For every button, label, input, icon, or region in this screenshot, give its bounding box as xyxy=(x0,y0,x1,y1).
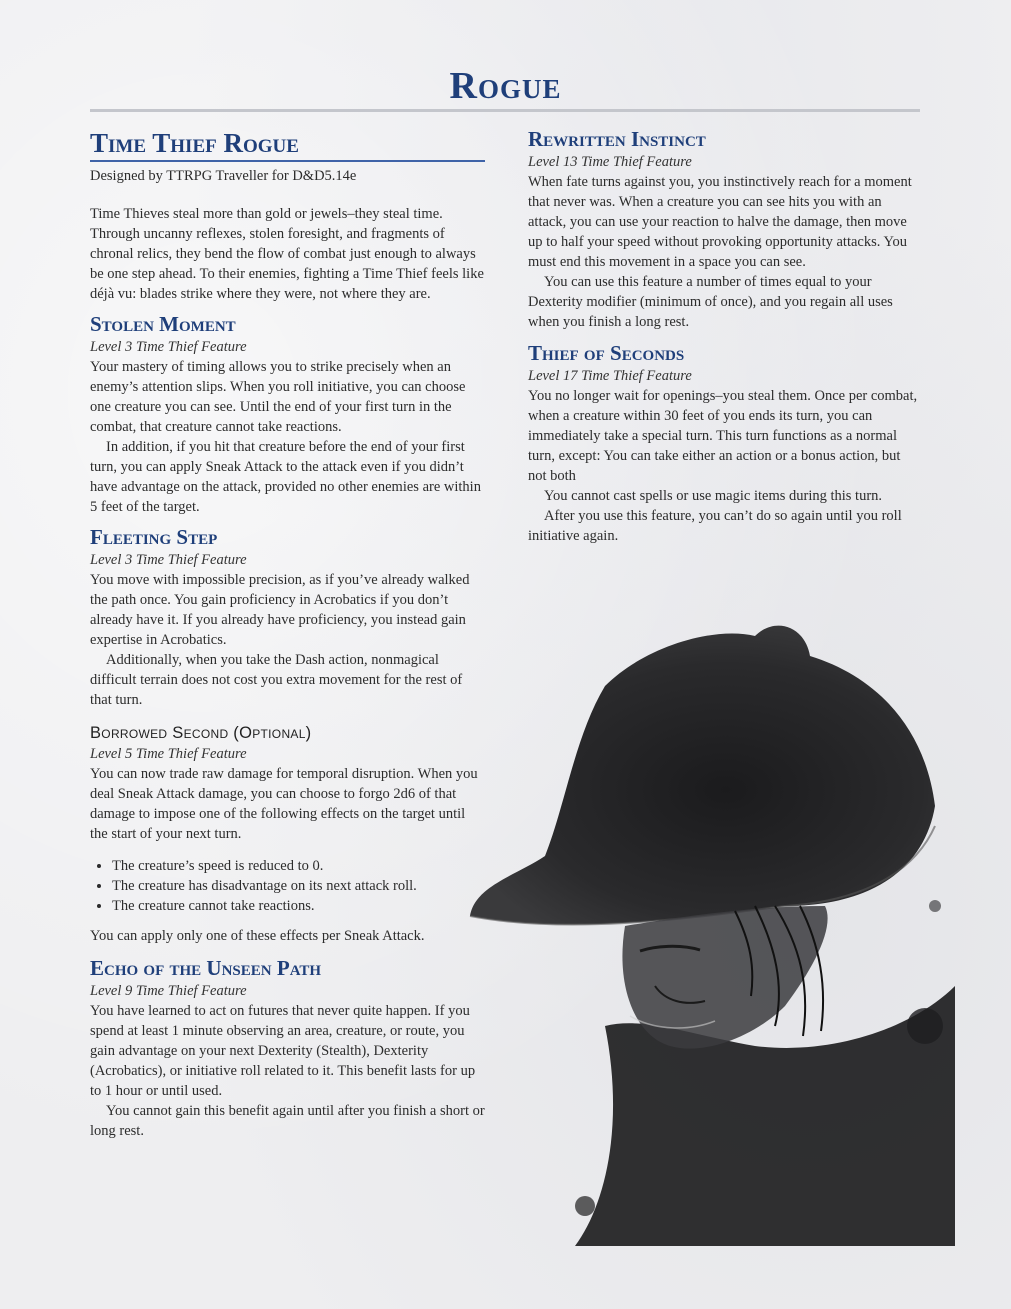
subclass-intro: Time Thieves steal more than gold or jewels–they steal time. Through uncanny reflexes, stolen foresight, and fragments of chronal relics, they bend the flow of combat just enough to always be one step ahead. To their enemies, fighting a Time Thief feels like déjà vu: blades strike where they were, not where they are. xyxy=(90,206,484,302)
feature-text: You cannot gain this benefit again until after you finish a short or long rest. xyxy=(90,1103,485,1139)
feature-text: You no longer wait for openings–you steal them. Once per combat, when a creature within 30 feet of you ends its turn, you can immediately take a special turn. This turn functions as a normal turn, except: You can take either an action or a bonus action, but not both xyxy=(528,388,918,484)
feature-level-fleeting-step: Level 3 Time Thief Feature xyxy=(90,552,247,568)
feature-level-thief-of-seconds: Level 17 Time Thief Feature xyxy=(528,368,692,384)
feature-text: You have learned to act on futures that never quite happen. If you spend at least 1 minute observing an area, creature, or route, you gain advantage on your next Dexterity (Stealth), Dexterity (Acrobatics), or initiative roll related to it. This benefit lasts for up to 1 hour or until used. xyxy=(90,1003,476,1099)
feature-text: Your mastery of timing allows you to strike precisely when an enemy’s attention slips. When you roll initiative, you can choose one creature you can see. Until the end of your first turn in the combat, that creature cannot take reactions. xyxy=(90,359,466,435)
list-item: • The creature cannot take reactions. xyxy=(112,896,485,916)
feature-text: You can now trade raw damage for temporal disruption. When you deal Sneak Attack damage, you can choose to forgo 2d6 of that damage to impose one of the following effects on the target until the start of your next turn. xyxy=(90,766,478,842)
feature-title-stolen-moment: Stolen Moment xyxy=(90,312,236,336)
list-item: • The creature’s speed is reduced to 0. xyxy=(112,856,485,876)
list-item: • The creature has disadvantage on its next attack roll. xyxy=(112,876,485,896)
feature-text: You can use this feature a number of times equal to your Dexterity modifier (minimum of once), and you regain all uses when you finish a long rest. xyxy=(528,274,893,330)
feature-title-fleeting-step: Fleeting Step xyxy=(90,525,218,549)
hooded-rogue-portrait-icon xyxy=(455,606,955,1246)
feature-text: You move with impossible precision, as if you’ve already walked the path once. You gain proficiency in Acrobatics if you don’t already have it. If you already have proficiency, you instead gain expertise in Acrobatics. xyxy=(90,572,470,648)
feature-level-rewritten-instinct: Level 13 Time Thief Feature xyxy=(528,154,692,170)
feature-text: You cannot cast spells or use magic items during this turn. xyxy=(544,488,883,504)
byline: Designed by TTRPG Traveller for D&D5.14e xyxy=(90,168,357,184)
feature-text: You can apply only one of these effects per Sneak Attack. xyxy=(90,928,425,944)
feature-level-borrowed-second: Level 5 Time Thief Feature xyxy=(90,746,247,762)
title-divider xyxy=(90,109,920,112)
page-title: Rogue xyxy=(449,65,562,107)
feature-text: After you use this feature, you can’t do so again until you roll initiative again. xyxy=(528,508,902,544)
right-column xyxy=(528,126,921,546)
feature-text: When fate turns against you, you instinctively reach for a moment that never was. When a creature you can see hits you with an attack, you can use your reaction to halve the damage, then move up to half your speed without provoking opportunity attacks. You must end this movement in a space you can see. xyxy=(528,174,912,270)
feature-title-thief-of-seconds: Thief of Seconds xyxy=(528,341,685,365)
feature-title-echo: Echo of the Unseen Path xyxy=(90,956,322,980)
feature-text: In addition, if you hit that creature before the end of your first turn, you can apply Sneak Attack to the attack even if you didn’t have advantage on the attack, provided no other enemies are within 5 feet of the target. xyxy=(90,439,481,515)
feature-level-echo: Level 9 Time Thief Feature xyxy=(90,983,247,999)
effect-list xyxy=(90,856,485,916)
subclass-title: Time Thief Rogue xyxy=(90,126,485,162)
left-column xyxy=(90,126,485,1141)
feature-title-rewritten-instinct: Rewritten Instinct xyxy=(528,127,706,151)
feature-text: Additionally, when you take the Dash action, nonmagical difficult terrain does not cost you extra movement for the rest of that turn. xyxy=(90,652,463,708)
feature-level-stolen-moment: Level 3 Time Thief Feature xyxy=(90,339,247,355)
feature-title-borrowed-second: Borrowed Second (Optional) xyxy=(90,724,312,742)
